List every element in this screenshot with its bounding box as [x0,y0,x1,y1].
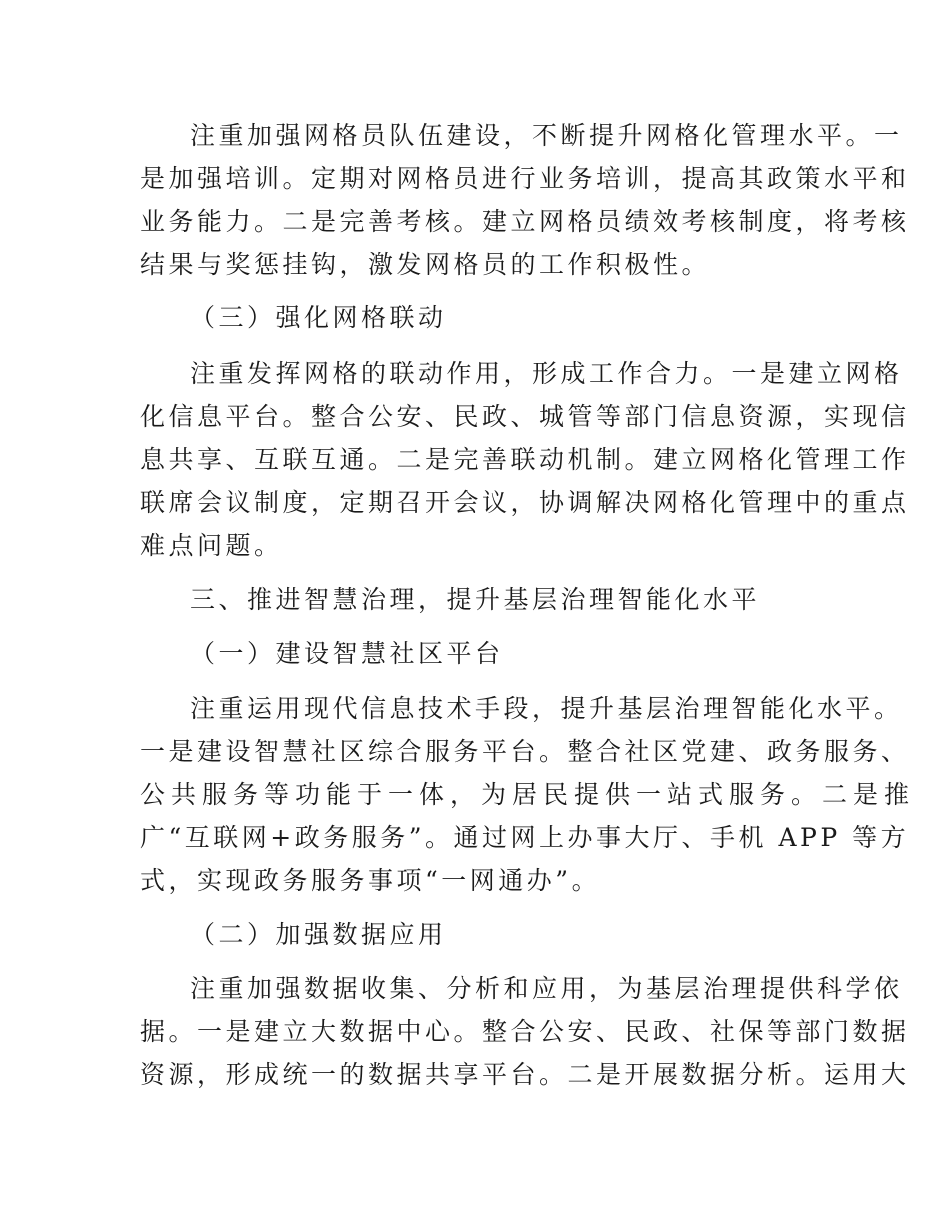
paragraph-line: 难点问题。 [140,531,283,560]
paragraph-line: 注重加强数据收集、分析和应用，为基层治理提供科学依 [190,974,903,1003]
paragraph-line: 联席会议制度，定期召开会议，协调解决网格化管理中的重点 [140,488,910,517]
section-heading: （一）建设智慧社区平台 [190,639,504,668]
paragraph-line: 式，实现政务服务事项“一网通办”。 [140,866,601,895]
paragraph-line: 资源，形成统一的数据共享平台。二是开展数据分析。运用大 [140,1060,910,1089]
section-heading: （二）加强数据应用 [190,920,447,949]
paragraph-line: 业务能力。二是完善考核。建立网格员绩效考核制度，将考核 [140,207,910,236]
chapter-heading: 三、推进智慧治理，提升基层治理智能化水平 [190,585,761,614]
paragraph-line: 一是建设智慧社区综合服务平台。整合社区党建、政务服务、 [140,737,910,766]
paragraph-line: 注重加强网格员队伍建设，不断提升网格化管理水平。一 [190,121,903,150]
paragraph-line: 公共服务等功能于一体，为居民提供一站式服务。二是推 [140,780,916,809]
paragraph-line: 息共享、互联互通。二是完善联动机制。建立网格化管理工作 [140,445,910,474]
paragraph-line: 广“互联网+政务服务”。通过网上办事大厅、手机 APP 等方 [140,823,910,852]
paragraph-line: 注重发挥网格的联动作用，形成工作合力。一是建立网格 [190,359,903,388]
paragraph-line: 据。一是建立大数据中心。整合公安、民政、社保等部门数据 [140,1017,910,1046]
section-heading: （三）强化网格联动 [190,303,447,332]
paragraph-line: 结果与奖惩挂钩，激发网格员的工作积极性。 [140,250,711,279]
paragraph-line: 化信息平台。整合公安、民政、城管等部门信息资源，实现信 [140,402,910,431]
paragraph-line: 注重运用现代信息技术手段，提升基层治理智能化水平。 [190,694,903,723]
paragraph-line: 是加强培训。定期对网格员进行业务培训，提高其政策水平和 [140,164,910,193]
